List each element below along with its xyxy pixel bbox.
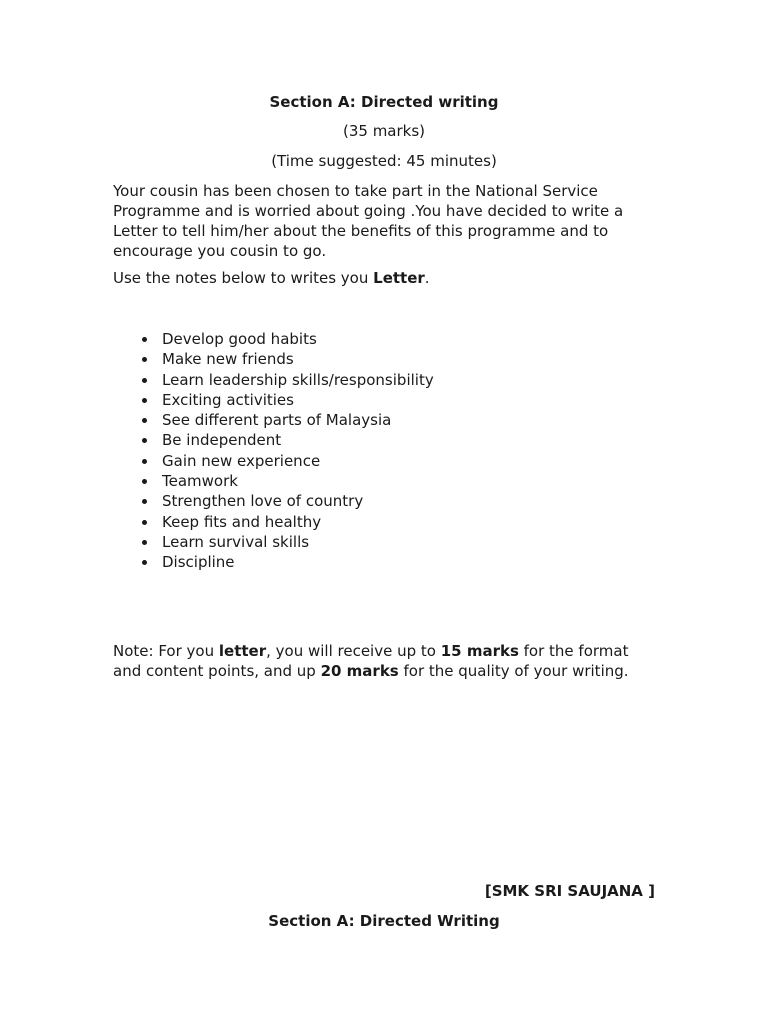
bullet-icon	[142, 357, 147, 362]
note-text: See different parts of Malaysia	[162, 411, 392, 430]
note-letter: letter	[218, 642, 267, 660]
note-text: Note: For you	[113, 642, 219, 660]
bullet-icon	[142, 479, 147, 484]
note-text: , you will receive up to	[266, 642, 441, 660]
list-item	[113, 532, 434, 552]
marking-note-line-1	[113, 641, 653, 661]
task-line-1: Your cousin has been chosen to take part in the National Service	[113, 182, 598, 200]
task-line-4: encourage you cousin to go.	[113, 242, 327, 260]
bullet-icon	[142, 459, 147, 464]
note-text: Strengthen love of country	[162, 492, 364, 511]
note-text: Be independent	[162, 431, 282, 450]
list-item	[113, 491, 434, 511]
instruction-text: Use the notes below to writes you	[113, 269, 374, 287]
bullet-icon	[142, 520, 147, 525]
bullet-icon	[142, 438, 147, 443]
note-text: Make new friends	[162, 350, 294, 369]
school-name: [SMK SRI SAUJANA ]	[484, 882, 655, 900]
next-section-title: Section A: Directed Writing	[268, 912, 500, 930]
note-text: Teamwork	[162, 472, 238, 491]
task-line-2: Programme and is worried about going .You have decided to write a	[113, 202, 624, 220]
list-item	[113, 451, 434, 471]
list-item	[113, 512, 434, 532]
bullet-icon	[142, 499, 147, 504]
list-item	[113, 430, 434, 450]
list-item	[113, 471, 434, 491]
note-text: and content points, and up	[113, 662, 321, 680]
note-text: Learn survival skills	[162, 532, 310, 551]
task-paragraph	[113, 181, 653, 261]
list-item	[113, 552, 434, 572]
instruction-letter: Letter	[373, 269, 425, 287]
note-quality-marks: 20 marks	[320, 662, 399, 680]
list-item	[113, 410, 434, 430]
instruction-line	[113, 268, 653, 288]
note-text: Develop good habits	[162, 330, 317, 348]
bullet-icon	[142, 398, 147, 403]
bullet-icon	[142, 560, 147, 565]
note-text: Exciting activities	[162, 390, 294, 409]
note-text: for the quality of your writing.	[398, 662, 629, 680]
time-suggested-label: (Time suggested: 45 minutes)	[271, 152, 497, 170]
list-item	[113, 349, 434, 369]
marks-label: (35 marks)	[342, 122, 426, 140]
bullet-icon	[142, 418, 147, 423]
bullet-icon	[142, 337, 147, 342]
instruction-period: .	[424, 269, 430, 287]
note-text: Learn leadership skills/responsibility	[162, 370, 434, 389]
note-format-marks: 15 marks	[440, 642, 519, 660]
bullet-icon	[142, 540, 147, 545]
note-text: Gain new experience	[162, 451, 321, 470]
list-item	[113, 329, 434, 349]
marking-note-line-2	[113, 661, 653, 681]
task-line-3: Letter to tell him/her about the benefits of this programme and to	[113, 222, 609, 240]
note-text: for the format	[518, 642, 629, 660]
list-item	[113, 370, 434, 390]
list-item	[113, 390, 434, 410]
note-text: Discipline	[162, 553, 235, 572]
notes-list	[113, 329, 434, 573]
note-text: Keep fits and healthy	[162, 512, 322, 531]
bullet-icon	[142, 378, 147, 383]
section-title: Section A: Directed writing	[269, 93, 499, 111]
marking-note	[113, 641, 653, 681]
